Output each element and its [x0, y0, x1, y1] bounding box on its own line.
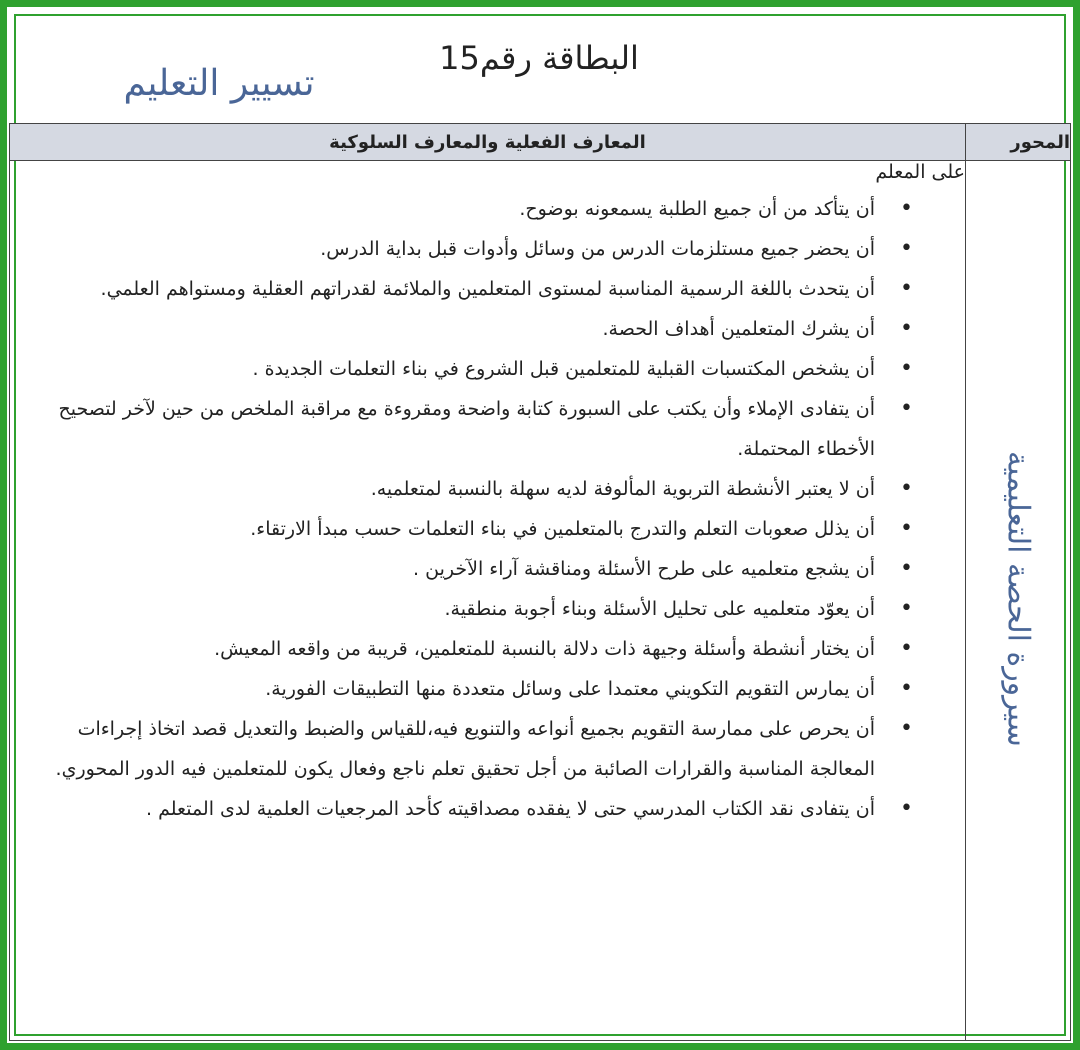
bullet-icon: •: [900, 236, 913, 261]
list-item: [10, 349, 965, 389]
list-item: [10, 469, 965, 509]
requirements-list: [10, 189, 965, 829]
list-item-text: أن يتفادى نقد الكتاب المدرسي حتى لا يفقده مصداقيته كأحد المرجعيات العلمية لدى المتعلم .: [146, 798, 875, 820]
list-item-text: أن يتأكد من أن جميع الطلبة يسمعونه بوضوح.: [519, 198, 875, 220]
intro-text: على المعلم: [875, 161, 965, 183]
bullet-icon: •: [900, 516, 913, 541]
bullet-icon: •: [900, 636, 913, 661]
content-cell: [10, 161, 966, 1041]
list-item-text: أن يشجع متعلميه على طرح الأسئلة ومناقشة آراء الآخرين .: [413, 558, 875, 580]
list-item: [10, 709, 965, 789]
list-item-text: أن يحضر جميع مستلزمات الدرس من وسائل وأدوات قبل بداية الدرس.: [320, 238, 875, 260]
list-item-text: أن يذلل صعوبات التعلم والتدرج بالمتعلمين في بناء التعلمات حسب مبدأ الارتقاء.: [250, 518, 875, 540]
axis-value: سيرورة الحصة التعليمية: [1000, 450, 1036, 747]
list-item: [10, 669, 965, 709]
list-item: [10, 509, 965, 549]
list-item: [10, 189, 965, 229]
bullet-icon: •: [900, 196, 913, 221]
list-item: [10, 549, 965, 589]
card-number: البطاقة رقم15: [439, 39, 639, 77]
axis-column-header: المحور: [966, 124, 1071, 161]
list-item-text: أن يمارس التقويم التكويني معتمدا على وسائل متعددة منها التطبيقات الفورية.: [265, 678, 875, 700]
list-item-text: أن يعوّد متعلميه على تحليل الأسئلة وبناء أجوبة منطقية.: [444, 598, 875, 620]
bullet-icon: •: [900, 556, 913, 581]
list-item-text: أن يحرص على ممارسة التقويم بجميع أنواعه والتنويع فيه،للقياس والضبط والتعديل قصد اتخاذ إجراءات المعالجة المناسبة والقرارات الصائبة من أجل تحقيق تعلم ناجع وفعال يكون للمتعلمين فيه الدور المحوري.: [55, 718, 875, 780]
list-item: [10, 629, 965, 669]
list-item-text: أن يتفادى الإملاء وأن يكتب على السبورة كتابة واضحة ومقروءة مع مراقبة الملخص من حين لآخر لتصحيح الأخطاء المحتملة.: [58, 398, 875, 460]
list-item: [10, 309, 965, 349]
list-item-text: أن يشرك المتعلمين أهداف الحصة.: [602, 318, 875, 340]
list-item-text: أن يختار أنشطة وأسئلة وجيهة ذات دلالة بالنسبة للمتعلمين، قريبة من واقعه المعيش.: [214, 638, 875, 660]
topic-title: تسيير التعليم: [123, 63, 315, 104]
content-column-header: المعارف الفعلية والمعارف السلوكية: [10, 124, 966, 161]
bullet-icon: •: [900, 796, 913, 821]
list-item-text: أن لا يعتبر الأنشطة التربوية المألوفة لديه سهلة بالنسبة لمتعلميه.: [370, 478, 875, 500]
list-item: [10, 589, 965, 629]
list-item: [10, 269, 965, 309]
bullet-icon: •: [900, 476, 913, 501]
table-row: [10, 161, 1071, 1041]
table-header-row: [10, 124, 1071, 161]
bullet-icon: •: [900, 356, 913, 381]
list-item: [10, 229, 965, 269]
list-item-text: أن يتحدث باللغة الرسمية المناسبة لمستوى المتعلمين والملائمة لقدراتهم العقلية ومستواهم العلمي.: [100, 278, 875, 300]
list-item: [10, 789, 965, 829]
competency-table: [9, 123, 1071, 1041]
bullet-icon: •: [900, 676, 913, 701]
card-header: [9, 9, 1071, 123]
axis-cell: [966, 161, 1071, 1041]
list-item: [10, 389, 965, 469]
list-item-text: أن يشخص المكتسبات القبلية للمتعلمين قبل الشروع في بناء التعلمات الجديدة .: [252, 358, 875, 380]
bullet-icon: •: [900, 396, 913, 421]
bullet-icon: •: [900, 596, 913, 621]
bullet-icon: •: [900, 716, 913, 741]
bullet-icon: •: [900, 316, 913, 341]
bullet-icon: •: [900, 276, 913, 301]
